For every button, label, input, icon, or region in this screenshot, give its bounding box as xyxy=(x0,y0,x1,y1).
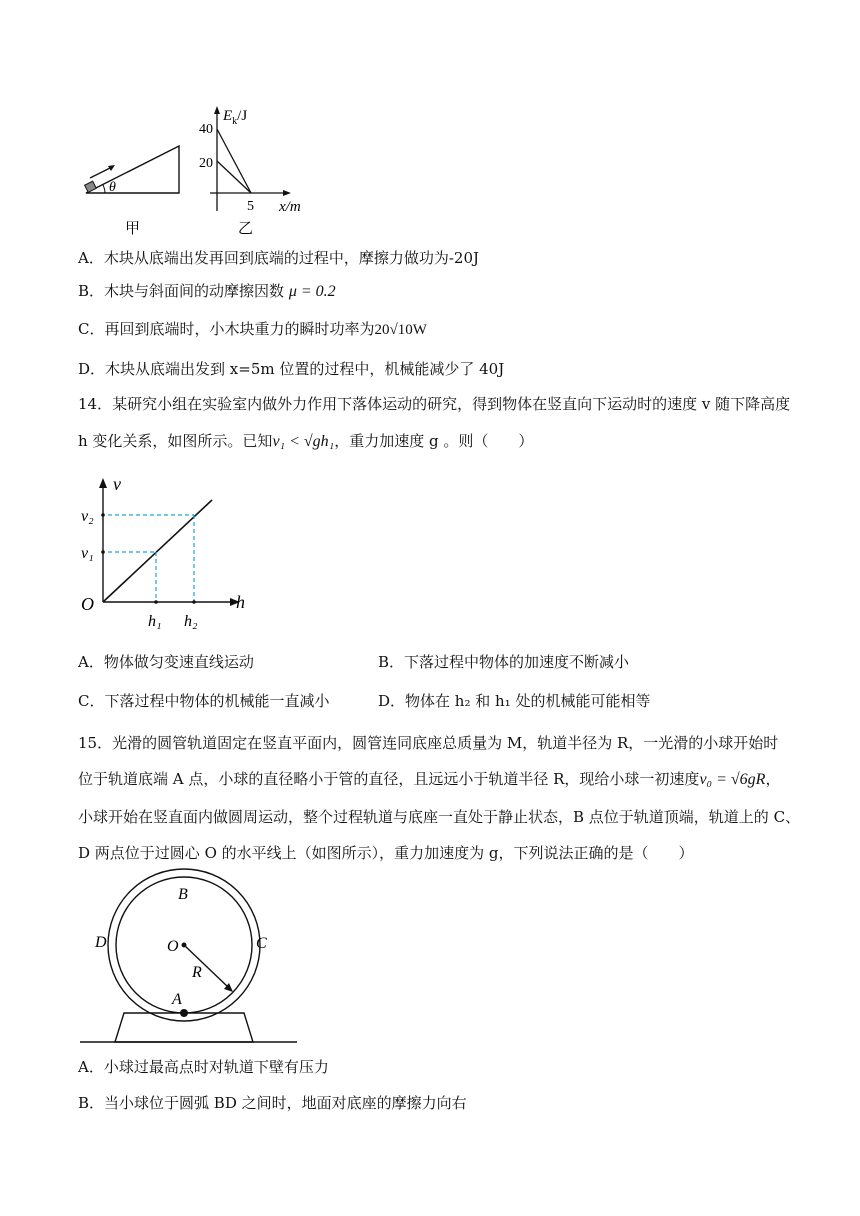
radius-label: R xyxy=(192,964,202,981)
q15-option-b: B．当小球位于圆弧 BD 之间时，地面对底座的摩擦力向右 xyxy=(78,1094,467,1112)
incline-figure xyxy=(70,130,200,240)
x-tick-5: 5 xyxy=(247,199,254,214)
ek-x-graph xyxy=(195,105,320,235)
y-axis-label: $E_k/J$ xyxy=(223,108,248,127)
circular-track-figure xyxy=(75,860,305,1050)
q13-option-d: D．木块从底端出发到 x=5m 位置的过程中，机械能减少了 40J xyxy=(78,360,505,378)
v-axis-label: v xyxy=(113,474,121,494)
origin-label: O xyxy=(81,594,94,614)
caption-yi: 乙 xyxy=(238,221,254,235)
y-tick-20: 20 xyxy=(199,156,213,171)
v2-label: v₂ xyxy=(81,508,94,525)
h1-label: h₁ xyxy=(148,613,162,630)
q13-option-b: B．木块与斜面间的动摩擦因数 μ = 0.2 xyxy=(78,282,336,300)
q14-stem-line1: 14．某研究小组在实验室内做外力作用下落体运动的研究，得到物体在竖直向下运动时的速度 v 随下降高度 xyxy=(78,395,791,413)
q13-option-a: A．木块从底端出发再回到底端的过程中，摩擦力做功为-20J xyxy=(78,249,480,267)
angle-label: θ xyxy=(109,180,116,195)
point-a-label: A xyxy=(172,991,182,1008)
v1-label: v₁ xyxy=(81,545,94,562)
q15-stem-line4: D 两点位于过圆心 O 的水平线上（如图所示），重力加速度为 g，下列说法正确的是（ ） xyxy=(78,844,694,862)
q14-option-c: C．下落过程中物体的机械能一直减小 xyxy=(78,692,330,710)
y-tick-40: 40 xyxy=(199,122,213,137)
q14-stem-line2: h 变化关系，如图所示。已知v₁ < √gh₁，重力加速度 g 。则（ ） xyxy=(78,432,534,450)
q14-option-d: D．物体在 h₂ 和 h₁ 处的机械能可能相等 xyxy=(378,692,651,710)
h2-label: h₂ xyxy=(184,613,198,630)
x-axis-label: x/m xyxy=(279,199,301,215)
q15-stem-line1: 15．光滑的圆管轨道固定在竖直平面内，圆管连同底座总质量为 M，轨道半径为 R，一光滑的小球开始时 xyxy=(78,734,779,752)
point-b-label: B xyxy=(178,886,188,903)
point-d-label: D xyxy=(95,934,107,951)
point-o-label: O xyxy=(167,938,179,955)
q15-stem-line3: 小球开始在竖直面内做圆周运动，整个过程轨道与底座一直处于静止状态，B 点位于轨道顶端，轨道上的 C、 xyxy=(78,808,801,826)
q14-option-a: A．物体做匀变速直线运动 xyxy=(78,653,254,671)
point-c-label: C xyxy=(256,935,267,952)
q13-option-c: C．再回到底端时，小木块重力的瞬时功率为20√10W xyxy=(78,320,427,338)
h-axis-label: h xyxy=(236,592,245,612)
q15-stem-line2: 位于轨道底端 A 点，小球的直径略小于管的直径，且远远小于轨道半径 R，现给小球一初速度v₀ = √6gR， xyxy=(78,770,781,788)
v-h-graph xyxy=(78,470,268,635)
caption-jia: 甲 xyxy=(125,221,141,237)
q14-option-b: B．下落过程中物体的加速度不断减小 xyxy=(378,653,630,671)
q15-option-a: A．小球过最高点时对轨道下壁有压力 xyxy=(78,1058,329,1076)
